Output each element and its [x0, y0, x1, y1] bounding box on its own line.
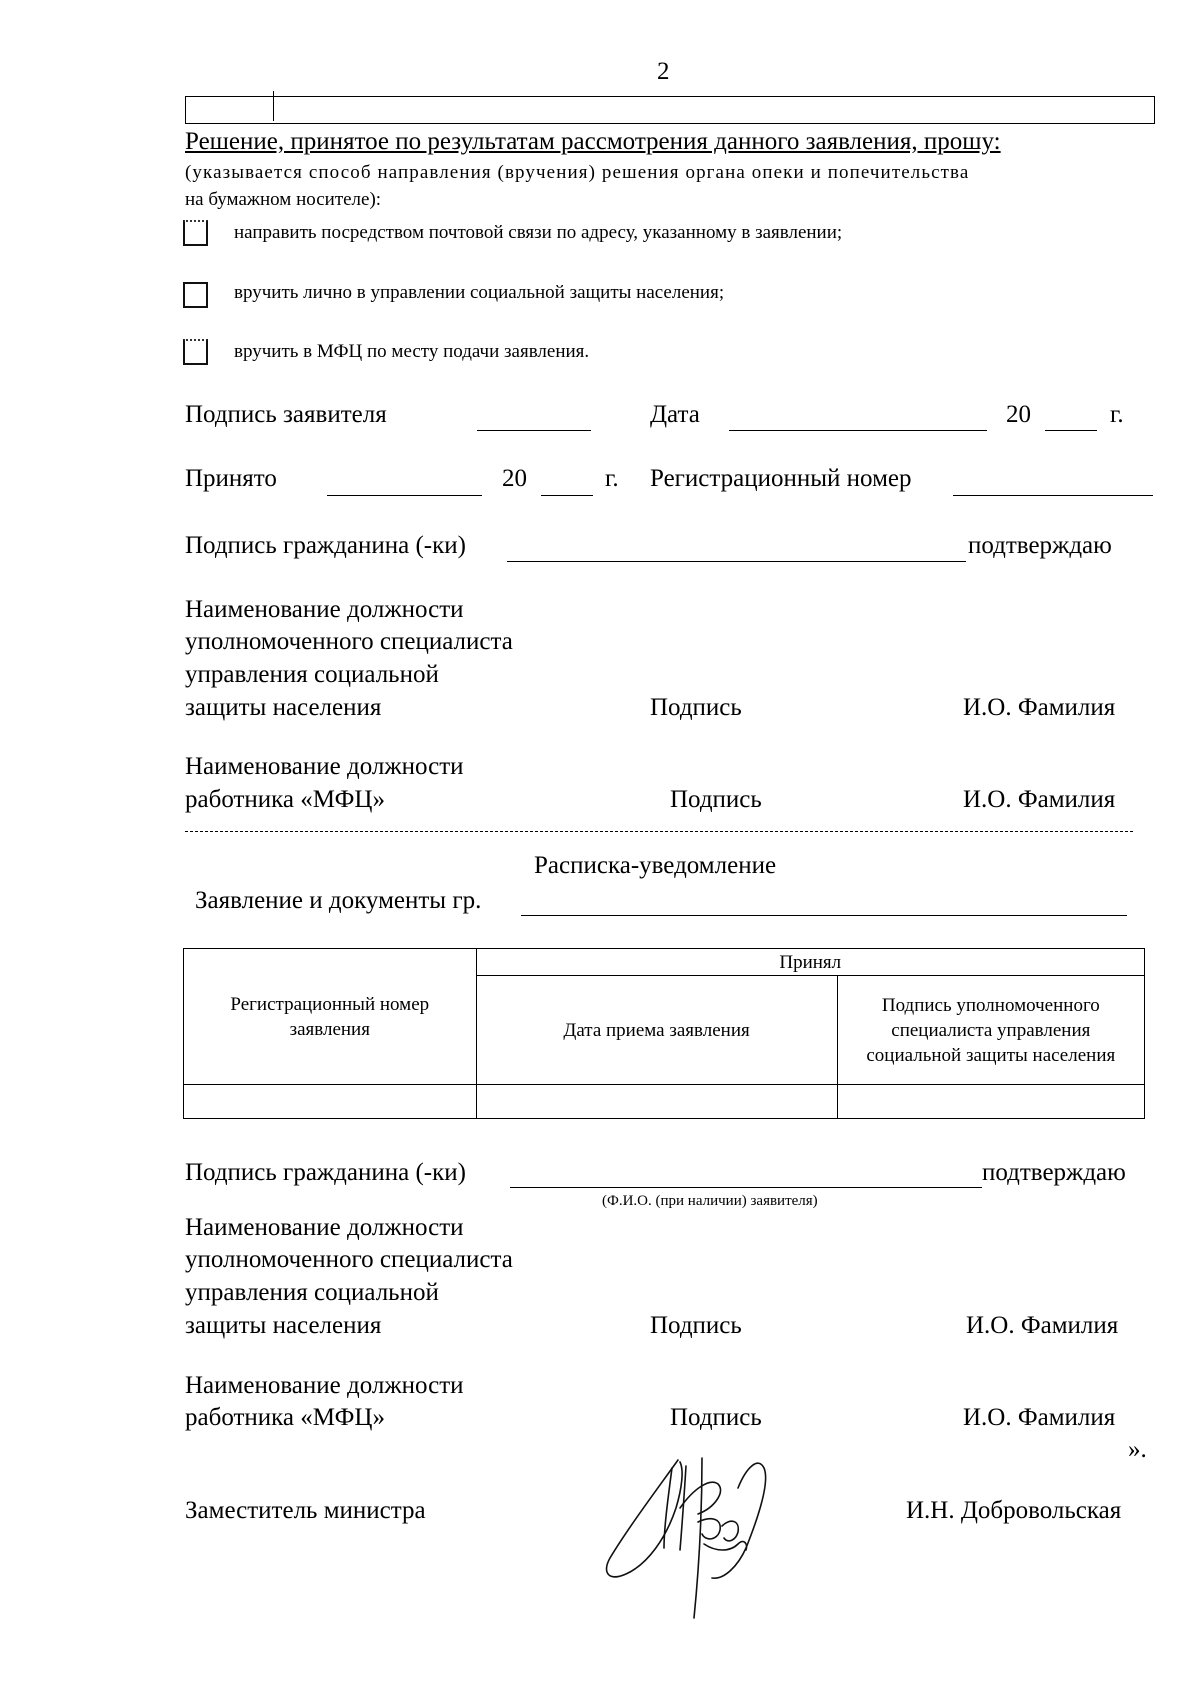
mfc-signature: Подпись: [670, 786, 762, 813]
accepted-year-suffix: г.: [605, 465, 619, 492]
decision-note-2: на бумажном носителе):: [185, 189, 382, 210]
mfc2-title-1: Наименование должности: [185, 1372, 464, 1399]
specialist2-signature: Подпись: [650, 1312, 742, 1339]
accepted-year-prefix: 20: [502, 465, 527, 492]
date-label: Дата: [650, 401, 700, 428]
year-prefix: 20: [1006, 401, 1031, 428]
specialist-title-4: защиты населения: [185, 694, 382, 721]
deputy-minister-name: И.Н. Добровольская: [906, 1497, 1122, 1524]
applicant-signature-label: Подпись заявителя: [185, 401, 387, 428]
tear-off-line: [185, 831, 1133, 832]
accepted-label: Принято: [185, 465, 277, 492]
receipt-col-date: Дата приема заявления: [476, 976, 837, 1085]
receipt-col-reg: Регистрационный номер заявления: [184, 949, 477, 1085]
mfc2-title-2: работника «МФЦ»: [185, 1404, 385, 1431]
mfc-title-1: Наименование должности: [185, 753, 464, 780]
receipt-docs-label: Заявление и документы гр.: [195, 887, 482, 914]
specialist-title-1: Наименование должности: [185, 596, 464, 623]
specialist-signature: Подпись: [650, 694, 742, 721]
decision-note-1: (указывается способ направления (вручения) решения органа опеки и попечительства: [185, 162, 970, 183]
mfc-name: И.О. Фамилия: [963, 786, 1116, 813]
specialist2-title-1: Наименование должности: [185, 1214, 464, 1241]
date-line[interactable]: [729, 430, 987, 431]
option-post: направить посредством почтовой связи по адресу, указанному в заявлении;: [234, 222, 843, 243]
decision-heading: Решение, принятое по результатам рассмотрения данного заявления, прошу:: [185, 128, 1001, 155]
receipt-table: [183, 948, 1145, 1119]
receipt-cell-signature[interactable]: [837, 1085, 1144, 1119]
receipt-cell-reg[interactable]: [184, 1085, 477, 1119]
specialist2-title-4: защиты населения: [185, 1312, 382, 1339]
specialist2-title-3: управления социальной: [185, 1279, 439, 1306]
page-number: 2: [657, 58, 670, 85]
reg-number-label: Регистрационный номер: [650, 465, 912, 492]
accepted-date-line[interactable]: [327, 495, 482, 496]
top-table-remnant: [185, 96, 1155, 124]
mfc2-signature: Подпись: [670, 1404, 762, 1431]
checkbox-mfc[interactable]: [183, 339, 208, 365]
mfc-title-2: работника «МФЦ»: [185, 786, 385, 813]
year-suffix: г.: [1110, 401, 1124, 428]
checkbox-in-person[interactable]: [183, 282, 208, 308]
year-line[interactable]: [1045, 430, 1097, 431]
citizen-signature-line-2[interactable]: [510, 1187, 982, 1188]
receipt-title: Расписка-уведомление: [534, 852, 777, 879]
citizen-signature-label-2: Подпись гражданина (-ки): [185, 1159, 466, 1186]
accepted-year-line[interactable]: [541, 495, 593, 496]
specialist2-name: И.О. Фамилия: [966, 1312, 1119, 1339]
mfc2-name: И.О. Фамилия: [963, 1404, 1116, 1431]
citizen-signature-line[interactable]: [507, 561, 966, 562]
citizen-confirm: подтверждаю: [968, 532, 1112, 559]
specialist-name: И.О. Фамилия: [963, 694, 1116, 721]
specialist2-title-2: уполномоченного специалиста: [185, 1246, 513, 1273]
closing-quote: ».: [1128, 1436, 1147, 1463]
receipt-col-signature: Подпись уполномоченного специалиста управления социальной защиты населения: [837, 976, 1144, 1085]
applicant-signature-line[interactable]: [477, 430, 591, 431]
option-in-person: вручить лично в управлении социальной защиты населения;: [234, 282, 725, 303]
checkbox-post[interactable]: [183, 220, 208, 246]
receipt-group-header: Принял: [476, 949, 1144, 976]
deputy-minister-title: Заместитель министра: [185, 1497, 426, 1524]
receipt-docs-line[interactable]: [521, 915, 1127, 916]
option-mfc: вручить в МФЦ по месту подачи заявления.: [234, 341, 590, 362]
receipt-cell-date[interactable]: [476, 1085, 837, 1119]
citizen-signature-label: Подпись гражданина (-ки): [185, 532, 466, 559]
specialist-title-3: управления социальной: [185, 661, 439, 688]
citizen-caption: (Ф.И.О. (при наличии) заявителя): [602, 1193, 818, 1209]
handwritten-signature: [598, 1448, 798, 1628]
reg-number-line[interactable]: [953, 495, 1153, 496]
citizen-confirm-2: подтверждаю: [982, 1159, 1126, 1186]
specialist-title-2: уполномоченного специалиста: [185, 628, 513, 655]
